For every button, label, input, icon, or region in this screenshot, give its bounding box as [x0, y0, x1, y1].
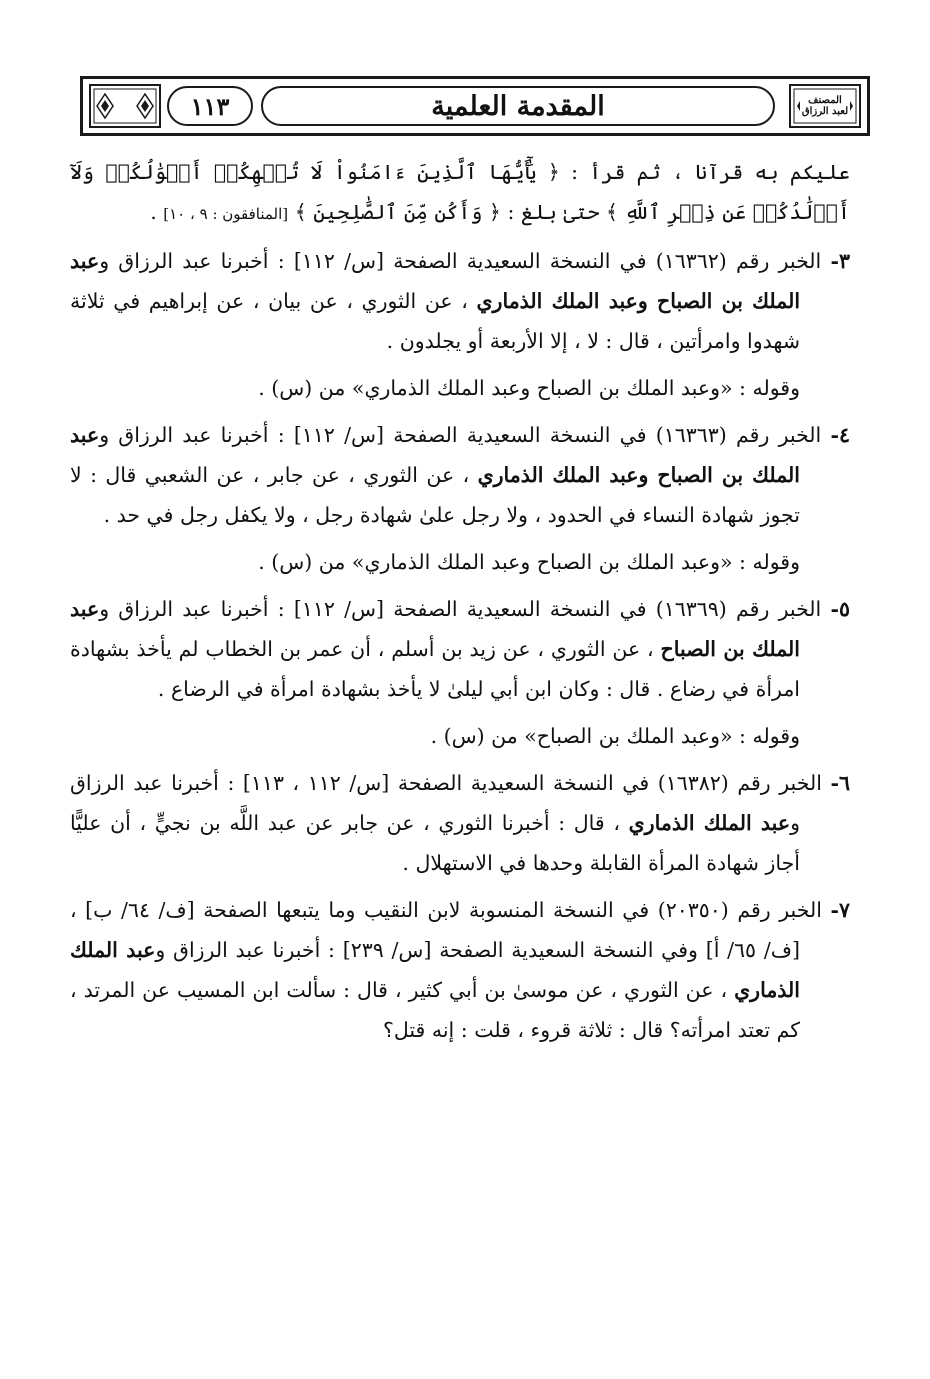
- page-header: [80, 76, 870, 136]
- entry-number: ٦-: [830, 771, 851, 795]
- entry-head: الخبر رقم (١٦٣٦٢) في النسخة السعيدية الصفحة [س/ ١١٢] : أخبرنا عبد الرزاق و: [99, 249, 831, 273]
- entry-bold-names: عبد الملك بن الصباح وعبد الملك الذماري: [70, 423, 800, 487]
- entry-tail: ، عن الثوري ، عن زيد بن أسلم ، أن عمر بن الخطاب لم يأخذ بشهادة امرأة في رضاع . قال : وكان ابن أبي ليلىٰ لا يأخذ بشهادة امرأة في الرضاع .: [70, 637, 800, 701]
- entry-bold-names: عبد الملك بن الصباح وعبد الملك الذماري: [70, 249, 801, 313]
- entry-head: الخبر رقم (١٦٣٨٢) في النسخة السعيدية الصفحة [س/ ١١٢ ، ١١٣] : أخبرنا عبد الرزاق و: [70, 771, 831, 835]
- entry-head: الخبر رقم (١٦٣٦٣) في النسخة السعيدية الصفحة [س/ ١١٢] : أخبرنا عبد الرزاق و: [99, 423, 831, 447]
- entry-tail: ، قال : أخبرنا الثوري ، عن جابر عن عبد اللَّه بن نجيٍّ ، أن عليًّا أجاز شهادة المرأة القابلة وحدها في الاستهلال .: [70, 811, 800, 875]
- intro-paragraph: [70, 152, 850, 234]
- entry-number: ٤-: [830, 423, 850, 447]
- entry-number: ٧-: [830, 898, 850, 922]
- seal-text: [800, 94, 850, 118]
- entry-7: [70, 890, 850, 1050]
- ornament-right-seal: [789, 84, 861, 128]
- entry-tail: ، عن الثوري ، عن جابر ، عن الشعبي قال : لا تجوز شهادة النساء في الحدود ، ولا رجل علىٰ شهادة رجل ، ولا يكفل رجل في حد .: [70, 463, 800, 527]
- entry-tail: ، عن الثوري ، عن موسىٰ بن أبي كثير ، قال : سألت ابن المسيب عن المرتد ، كم تعتد امرأته؟ قال : ثلاثة قروء ، قلت : إنه قتل؟: [70, 978, 800, 1042]
- page-title: المقدمة العلمية: [261, 86, 775, 126]
- entry-bold-names: عبد الملك الذماري: [70, 938, 800, 1002]
- entry-tail: ، عن الثوري ، عن بيان ، عن إبراهيم في ثلاثة شهدوا وامرأتين ، قال : لا ، إلا الأربعة أو يجلدون .: [70, 289, 800, 353]
- entry-bold-names: عبد الملك بن الصباح: [70, 597, 800, 661]
- entry-head: الخبر رقم (١٦٣٦٩) في النسخة السعيدية الصفحة [س/ ١١٢] : أخبرنا عبد الرزاق و: [99, 597, 831, 621]
- entry-4: [70, 415, 850, 535]
- entry-3: [70, 241, 850, 361]
- entry-number: ٣-: [830, 249, 850, 273]
- entry-bold-names: عبد الملك الذماري: [628, 811, 791, 835]
- seal-text-bottom: لعبد الرزاق: [801, 106, 849, 117]
- page-number: ١١٣: [167, 86, 253, 126]
- intro-tail: .: [150, 200, 164, 224]
- entry-3-note: وقوله : «وعبد الملك بن الصباح وعبد الملك الذماري» من (س) .: [258, 376, 800, 400]
- page-body: [70, 152, 850, 1050]
- ornament-pattern-icon: [91, 86, 159, 126]
- entry-5-note: وقوله : «وعبد الملك بن الصباح» من (س) .: [430, 724, 800, 748]
- seal-text-top: المصنف: [808, 95, 842, 106]
- entry-5: [70, 589, 850, 709]
- intro-text: عليكم به قرآنا ، ثم قرأ : ﴿ يَٰٓأَيُّهَا ٱلَّذِينَ ءَامَنُواْ لَا تُلۡهِكُمۡ أَمۡوَٰلُكُمۡ وَلَآ أَوۡلَٰدُكُمۡ عَن ذِكۡرِ ٱللَّهِ ﴾ حتىٰ بلغ : ﴿ وَأَكُن مِّنَ ٱلصَّٰلِحِينَ ﴾: [70, 160, 850, 224]
- ornament-left: [89, 84, 161, 128]
- entry-4-note: وقوله : «وعبد الملك بن الصباح وعبد الملك الذماري» من (س) .: [258, 550, 800, 574]
- entry-number: ٥-: [830, 597, 850, 621]
- entry-head: الخبر رقم (٢٠٣٥٠) في النسخة المنسوبة لابن النقيب وما يتبعها الصفحة [ف/ ٦٤/ ب] ، [ف/ ٦٥/ أ] وفي النسخة السعيدية الصفحة [س/ ٢٣٩] : أخبرنا عبد الرزاق و: [70, 898, 831, 962]
- quran-citation: [المنافقون : ٩ ، ١٠]: [163, 205, 289, 223]
- entry-6: [70, 763, 850, 883]
